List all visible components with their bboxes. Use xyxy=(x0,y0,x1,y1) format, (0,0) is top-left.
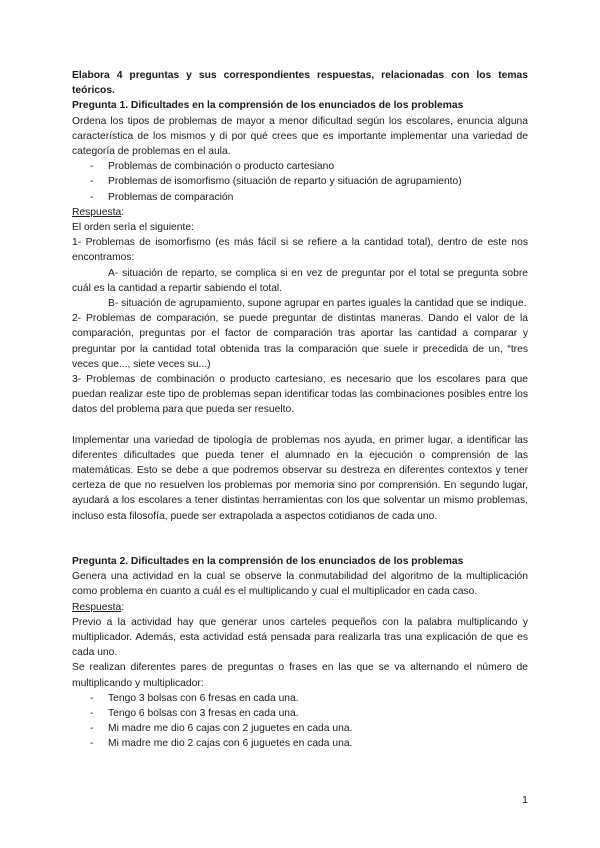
list-item: - Problemas de comparación xyxy=(72,190,528,205)
list-item: - Mi madre me dio 6 cajas con 2 juguetes en cada una. xyxy=(72,721,528,736)
list-item: - Problemas de combinación o producto cartesiano xyxy=(72,159,528,174)
page-number: 1 xyxy=(522,794,528,806)
document-page xyxy=(72,68,528,752)
answer-1-point-1: 1- Problemas de isomorfismo (es más fácil si se refiere a la cantidad total), dentro de este nos encontramos: xyxy=(72,237,528,264)
answer-colon: : xyxy=(121,601,125,613)
answer-2-para-2: Se realizan diferentes pares de preguntas o frases en las que se va alternando el número de multiplicando y multiplicador: xyxy=(72,662,528,689)
question-2-statement: Genera una actividad en la cual se observe la conmutabilidad del algoritmo de la multiplicación como problema en cuanto a cuál es el multiplicando y cual el multiplicador en cada caso. xyxy=(72,571,528,598)
answer-label: Respuesta xyxy=(72,601,122,613)
question-2-title: Pregunta 2. Dificultades en la comprensión de los enunciados de los problemas xyxy=(72,555,464,567)
list-item: - Tengo 6 bolsas con 3 fresas en cada una. xyxy=(72,706,528,721)
answer-2-heading xyxy=(72,600,528,615)
answer-1-heading xyxy=(72,205,528,220)
answer-1-point-2: 2- Problemas de comparación, se puede preguntar de distintas maneras. Dando el valor de la comparación, preguntas por el factor de comparación tras aportar las cantidad a comparar y preguntar por la cantidad total obtenida tras la comparación que suele ir precedida de un, “tres veces que..., siete veces su...) xyxy=(72,313,528,370)
answer-2-para-1: Previo a la actividad hay que generar unos carteles pequeños con la palabra multiplicando y multiplicador. Además, esta actividad está pensada para realizarla tras una explicación de que es cada uno. xyxy=(72,616,528,659)
answer-label: Respuesta xyxy=(72,206,122,218)
list-item: - Tengo 3 bolsas con 6 fresas en cada una. xyxy=(72,691,528,706)
document-header: Elabora 4 preguntas y sus correspondientes respuestas, relacionadas con los temas teóricos. xyxy=(72,70,528,97)
question-2-list xyxy=(72,691,528,752)
answer-1-sub-a: A- situación de reparto, se complica si en vez de preguntar por el total se pregunta sobre cuál es la cantidad a repartir sabiendo el total. xyxy=(72,267,528,294)
answer-colon: : xyxy=(121,206,125,218)
answer-1-point-3: 3- Problemas de combinación o producto cartesiano, es necesario que los escolares para que puedan realizar este tipo de problemas sepan identificar todas las combinaciones posibles entre los datos del problema para que pueda ser resuelto. xyxy=(72,374,528,416)
list-item: - Problemas de isomorfismo (situación de reparto y situación de agrupamiento) xyxy=(72,174,528,189)
answer-1-line: El orden sería el siguiente: xyxy=(72,222,194,234)
answer-1-sub-b: B- situación de agrupamiento, supone agrupar en partes iguales la cantidad que se indique. xyxy=(108,298,527,310)
answer-1-closing: Implementar una variedad de tipología de problemas nos ayuda, en primer lugar, a identificar las diferentes dificultades que pueda tener el alumnado en la ejecución o comprensión de las matemáticas. Esto se debe a que podremos observar su destreza en diferentes contextos y tener certeza de que no resuelven los problemas por memoria sino por comprensión. En segundo lugar, ayudará a los escolares a tener distintas herramientas con los que solventar un mismo problemas, incluso esta filosofía, puede ser extrapolada a aspectos cotidianos de cada uno. xyxy=(72,434,528,522)
question-1-list xyxy=(72,159,528,205)
question-1-statement: Ordena los tipos de problemas de mayor a menor dificultad según los escolares, enuncia alguna característica de los mismos y di por qué crees que es importante implementar una variedad de categoría de problemas en el aula. xyxy=(72,115,528,158)
question-1-title: Pregunta 1. Dificultades en la comprensión de los enunciados de los problemas xyxy=(72,100,464,112)
list-item: - Mi madre me dio 2 cajas con 6 juguetes en cada una. xyxy=(72,736,528,751)
